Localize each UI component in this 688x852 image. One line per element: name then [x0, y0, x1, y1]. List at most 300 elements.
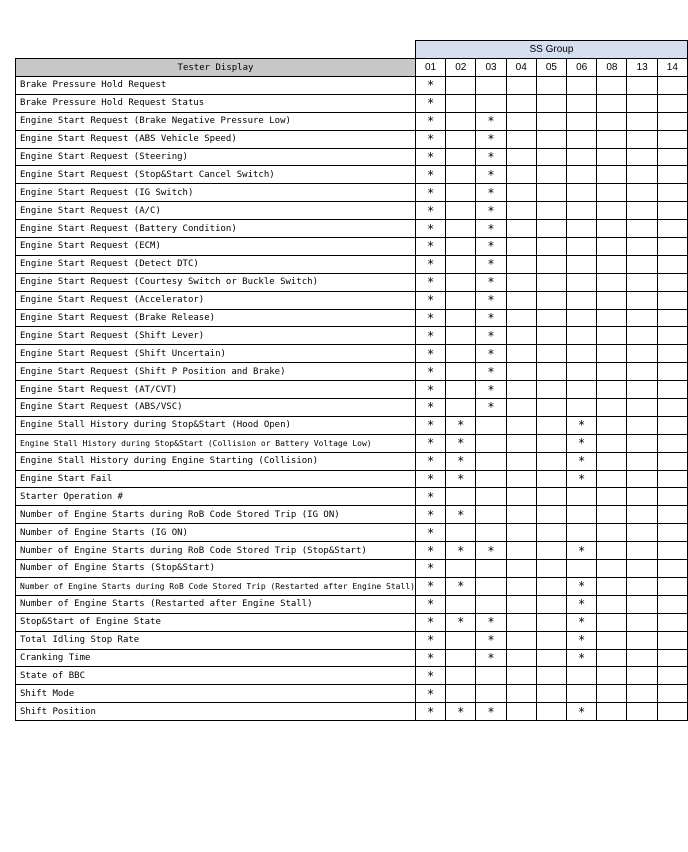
mark-cell-02 — [446, 148, 476, 166]
table-row — [16, 184, 688, 202]
mark-cell-14 — [657, 363, 687, 381]
mark-cell-02 — [446, 291, 476, 309]
mark-cell-08 — [597, 524, 627, 542]
table-row — [16, 291, 688, 309]
mark-cell-06: * — [567, 470, 597, 488]
mark-cell-13 — [627, 577, 657, 595]
mark-cell-06 — [567, 77, 597, 95]
mark-cell-01: * — [415, 577, 445, 595]
mark-cell-08 — [597, 506, 627, 524]
mark-cell-03: * — [476, 613, 506, 631]
row-label: Brake Pressure Hold Request Status — [16, 94, 416, 112]
mark-cell-04 — [506, 166, 536, 184]
mark-cell-14 — [657, 452, 687, 470]
mark-cell-02 — [446, 631, 476, 649]
mark-cell-04 — [506, 238, 536, 256]
code-header: 14 — [657, 59, 687, 77]
table-row — [16, 363, 688, 381]
mark-cell-02 — [446, 130, 476, 148]
mark-cell-05 — [536, 77, 566, 95]
mark-cell-04 — [506, 291, 536, 309]
mark-cell-06 — [567, 506, 597, 524]
mark-cell-03: * — [476, 309, 506, 327]
mark-cell-02 — [446, 309, 476, 327]
mark-cell-06 — [567, 166, 597, 184]
mark-cell-01: * — [415, 613, 445, 631]
mark-cell-14 — [657, 77, 687, 95]
mark-cell-03: * — [476, 255, 506, 273]
mark-cell-03: * — [476, 184, 506, 202]
mark-cell-01: * — [415, 524, 445, 542]
mark-cell-13 — [627, 363, 657, 381]
row-label: Engine Start Request (Shift Lever) — [16, 327, 416, 345]
mark-cell-13 — [627, 613, 657, 631]
mark-cell-06 — [567, 273, 597, 291]
table-row — [16, 220, 688, 238]
mark-cell-02 — [446, 345, 476, 363]
mark-cell-08 — [597, 631, 627, 649]
mark-cell-05 — [536, 577, 566, 595]
mark-cell-14 — [657, 291, 687, 309]
mark-cell-05 — [536, 703, 566, 721]
mark-cell-02: * — [446, 703, 476, 721]
row-label: Engine Start Request (Brake Release) — [16, 309, 416, 327]
table-row — [16, 649, 688, 667]
mark-cell-01: * — [415, 595, 445, 613]
mark-cell-05 — [536, 220, 566, 238]
mark-cell-03: * — [476, 649, 506, 667]
mark-cell-08 — [597, 130, 627, 148]
mark-cell-05 — [536, 560, 566, 578]
mark-cell-03 — [476, 77, 506, 95]
mark-cell-01: * — [415, 202, 445, 220]
mark-cell-03 — [476, 577, 506, 595]
mark-cell-01: * — [415, 327, 445, 345]
mark-cell-04 — [506, 148, 536, 166]
mark-cell-02: * — [446, 416, 476, 434]
mark-cell-01: * — [415, 488, 445, 506]
mark-cell-01: * — [415, 470, 445, 488]
table-row — [16, 452, 688, 470]
mark-cell-08 — [597, 613, 627, 631]
mark-cell-13 — [627, 112, 657, 130]
code-header: 13 — [627, 59, 657, 77]
mark-cell-13 — [627, 220, 657, 238]
table-body — [16, 77, 688, 721]
row-label: Engine Stall History during Stop&Start (Hood Open) — [16, 416, 416, 434]
mark-cell-05 — [536, 667, 566, 685]
mark-cell-03: * — [476, 703, 506, 721]
mark-cell-13 — [627, 381, 657, 399]
table-row — [16, 94, 688, 112]
mark-cell-08 — [597, 667, 627, 685]
mark-cell-08 — [597, 703, 627, 721]
mark-cell-05 — [536, 649, 566, 667]
table-row — [16, 77, 688, 95]
mark-cell-03: * — [476, 166, 506, 184]
mark-cell-01: * — [415, 560, 445, 578]
mark-cell-08 — [597, 577, 627, 595]
mark-cell-04 — [506, 649, 536, 667]
mark-cell-08 — [597, 184, 627, 202]
mark-cell-05 — [536, 542, 566, 560]
mark-cell-03 — [476, 94, 506, 112]
table-row — [16, 577, 688, 595]
mark-cell-13 — [627, 94, 657, 112]
mark-cell-04 — [506, 470, 536, 488]
mark-cell-08 — [597, 273, 627, 291]
mark-cell-02 — [446, 77, 476, 95]
mark-cell-05 — [536, 166, 566, 184]
mark-cell-13 — [627, 703, 657, 721]
mark-cell-02 — [446, 202, 476, 220]
mark-cell-03 — [476, 524, 506, 542]
mark-cell-14 — [657, 327, 687, 345]
row-label: Engine Start Request (IG Switch) — [16, 184, 416, 202]
mark-cell-02 — [446, 667, 476, 685]
row-label: Total Idling Stop Rate — [16, 631, 416, 649]
mark-cell-13 — [627, 685, 657, 703]
mark-cell-06 — [567, 345, 597, 363]
mark-cell-04 — [506, 255, 536, 273]
mark-cell-03: * — [476, 130, 506, 148]
mark-cell-05 — [536, 238, 566, 256]
mark-cell-03 — [476, 667, 506, 685]
mark-cell-08 — [597, 399, 627, 417]
table-row — [16, 166, 688, 184]
mark-cell-01: * — [415, 381, 445, 399]
mark-cell-14 — [657, 345, 687, 363]
mark-cell-06 — [567, 560, 597, 578]
mark-cell-03: * — [476, 238, 506, 256]
mark-cell-03: * — [476, 542, 506, 560]
mark-cell-08 — [597, 560, 627, 578]
mark-cell-04 — [506, 524, 536, 542]
mark-cell-13 — [627, 470, 657, 488]
mark-cell-02 — [446, 166, 476, 184]
mark-cell-14 — [657, 488, 687, 506]
mark-cell-03: * — [476, 363, 506, 381]
mark-cell-14 — [657, 685, 687, 703]
mark-cell-06 — [567, 488, 597, 506]
row-label: Engine Stall History during Engine Starting (Collision) — [16, 452, 416, 470]
mark-cell-14 — [657, 166, 687, 184]
mark-cell-08 — [597, 166, 627, 184]
mark-cell-06 — [567, 327, 597, 345]
mark-cell-03: * — [476, 399, 506, 417]
header-spacer — [16, 41, 416, 59]
mark-cell-05 — [536, 506, 566, 524]
mark-cell-03: * — [476, 381, 506, 399]
mark-cell-06: * — [567, 577, 597, 595]
mark-cell-04 — [506, 577, 536, 595]
mark-cell-02 — [446, 184, 476, 202]
mark-cell-13 — [627, 184, 657, 202]
table-row — [16, 381, 688, 399]
row-label: Shift Position — [16, 703, 416, 721]
mark-cell-01: * — [415, 703, 445, 721]
mark-cell-08 — [597, 148, 627, 166]
mark-cell-05 — [536, 381, 566, 399]
mark-cell-08 — [597, 220, 627, 238]
mark-cell-01: * — [415, 416, 445, 434]
mark-cell-04 — [506, 434, 536, 452]
table-row — [16, 345, 688, 363]
mark-cell-01: * — [415, 506, 445, 524]
mark-cell-01: * — [415, 649, 445, 667]
mark-cell-04 — [506, 77, 536, 95]
row-label: Engine Start Request (Stop&Start Cancel Switch) — [16, 166, 416, 184]
mark-cell-04 — [506, 202, 536, 220]
row-label: Engine Start Request (Brake Negative Pressure Low) — [16, 112, 416, 130]
mark-cell-02 — [446, 363, 476, 381]
mark-cell-08 — [597, 542, 627, 560]
table-row — [16, 470, 688, 488]
mark-cell-06: * — [567, 649, 597, 667]
mark-cell-06 — [567, 363, 597, 381]
mark-cell-02 — [446, 94, 476, 112]
mark-cell-08 — [597, 77, 627, 95]
mark-cell-01: * — [415, 631, 445, 649]
mark-cell-02 — [446, 238, 476, 256]
row-label: Brake Pressure Hold Request — [16, 77, 416, 95]
mark-cell-14 — [657, 94, 687, 112]
mark-cell-06 — [567, 309, 597, 327]
table-row — [16, 703, 688, 721]
mark-cell-06 — [567, 685, 597, 703]
table-row — [16, 560, 688, 578]
row-label: Number of Engine Starts during RoB Code Stored Trip (IG ON) — [16, 506, 416, 524]
mark-cell-06 — [567, 130, 597, 148]
mark-cell-03 — [476, 560, 506, 578]
mark-cell-05 — [536, 416, 566, 434]
mark-cell-14 — [657, 524, 687, 542]
mark-cell-01: * — [415, 434, 445, 452]
row-label: Engine Start Request (Shift P Position and Brake) — [16, 363, 416, 381]
mark-cell-04 — [506, 613, 536, 631]
mark-cell-04 — [506, 452, 536, 470]
mark-cell-04 — [506, 488, 536, 506]
mark-cell-06 — [567, 255, 597, 273]
mark-cell-04 — [506, 685, 536, 703]
mark-cell-05 — [536, 94, 566, 112]
row-label: Engine Stall History during Stop&Start (Collision or Battery Voltage Low) — [16, 434, 416, 452]
mark-cell-02 — [446, 273, 476, 291]
mark-cell-13 — [627, 399, 657, 417]
table-row — [16, 399, 688, 417]
mark-cell-13 — [627, 434, 657, 452]
mark-cell-02 — [446, 399, 476, 417]
mark-cell-13 — [627, 255, 657, 273]
table-row — [16, 309, 688, 327]
mark-cell-08 — [597, 649, 627, 667]
mark-cell-03: * — [476, 220, 506, 238]
table-row — [16, 595, 688, 613]
mark-cell-02 — [446, 255, 476, 273]
mark-cell-08 — [597, 452, 627, 470]
row-label: Number of Engine Starts during RoB Code Stored Trip (Stop&Start) — [16, 542, 416, 560]
mark-cell-05 — [536, 452, 566, 470]
tester-display-header: Tester Display — [16, 59, 416, 77]
mark-cell-01: * — [415, 399, 445, 417]
row-label: Engine Start Request (ABS/VSC) — [16, 399, 416, 417]
tester-display-table — [15, 40, 688, 721]
table-row — [16, 667, 688, 685]
mark-cell-03 — [476, 488, 506, 506]
mark-cell-02 — [446, 220, 476, 238]
code-header: 06 — [567, 59, 597, 77]
mark-cell-04 — [506, 345, 536, 363]
mark-cell-05 — [536, 613, 566, 631]
mark-cell-04 — [506, 381, 536, 399]
mark-cell-08 — [597, 238, 627, 256]
mark-cell-13 — [627, 667, 657, 685]
row-label: Engine Start Request (Courtesy Switch or Buckle Switch) — [16, 273, 416, 291]
code-header: 02 — [446, 59, 476, 77]
mark-cell-14 — [657, 542, 687, 560]
mark-cell-01: * — [415, 345, 445, 363]
mark-cell-14 — [657, 577, 687, 595]
mark-cell-04 — [506, 363, 536, 381]
mark-cell-13 — [627, 273, 657, 291]
mark-cell-02: * — [446, 542, 476, 560]
mark-cell-06 — [567, 524, 597, 542]
mark-cell-06: * — [567, 613, 597, 631]
mark-cell-06 — [567, 184, 597, 202]
row-label: Engine Start Request (Accelerator) — [16, 291, 416, 309]
mark-cell-05 — [536, 112, 566, 130]
mark-cell-04 — [506, 130, 536, 148]
mark-cell-01: * — [415, 452, 445, 470]
mark-cell-13 — [627, 148, 657, 166]
mark-cell-03 — [476, 685, 506, 703]
mark-cell-06 — [567, 148, 597, 166]
table-row — [16, 255, 688, 273]
mark-cell-13 — [627, 506, 657, 524]
mark-cell-06 — [567, 112, 597, 130]
mark-cell-04 — [506, 560, 536, 578]
mark-cell-06: * — [567, 542, 597, 560]
table-row — [16, 542, 688, 560]
mark-cell-08 — [597, 488, 627, 506]
mark-cell-08 — [597, 345, 627, 363]
mark-cell-03 — [476, 416, 506, 434]
mark-cell-03 — [476, 470, 506, 488]
mark-cell-05 — [536, 488, 566, 506]
mark-cell-05 — [536, 148, 566, 166]
table-row — [16, 524, 688, 542]
mark-cell-02 — [446, 560, 476, 578]
column-header-row — [16, 59, 688, 77]
mark-cell-02 — [446, 327, 476, 345]
mark-cell-13 — [627, 524, 657, 542]
row-label: Engine Start Request (ABS Vehicle Speed) — [16, 130, 416, 148]
mark-cell-08 — [597, 685, 627, 703]
mark-cell-14 — [657, 470, 687, 488]
mark-cell-04 — [506, 220, 536, 238]
mark-cell-01: * — [415, 166, 445, 184]
mark-cell-02 — [446, 595, 476, 613]
mark-cell-14 — [657, 399, 687, 417]
mark-cell-04 — [506, 94, 536, 112]
mark-cell-08 — [597, 327, 627, 345]
mark-cell-06 — [567, 291, 597, 309]
row-label: Engine Start Request (AT/CVT) — [16, 381, 416, 399]
mark-cell-05 — [536, 130, 566, 148]
mark-cell-13 — [627, 631, 657, 649]
mark-cell-04 — [506, 273, 536, 291]
mark-cell-05 — [536, 202, 566, 220]
row-label: Engine Start Fail — [16, 470, 416, 488]
row-label: Cranking Time — [16, 649, 416, 667]
mark-cell-04 — [506, 667, 536, 685]
mark-cell-06: * — [567, 595, 597, 613]
mark-cell-14 — [657, 273, 687, 291]
mark-cell-04 — [506, 184, 536, 202]
mark-cell-04 — [506, 631, 536, 649]
mark-cell-03 — [476, 595, 506, 613]
mark-cell-13 — [627, 649, 657, 667]
row-label: Engine Start Request (Detect DTC) — [16, 255, 416, 273]
mark-cell-01: * — [415, 130, 445, 148]
mark-cell-08 — [597, 291, 627, 309]
mark-cell-04 — [506, 399, 536, 417]
mark-cell-05 — [536, 291, 566, 309]
table-row — [16, 488, 688, 506]
code-header: 01 — [415, 59, 445, 77]
table-row — [16, 416, 688, 434]
mark-cell-06 — [567, 381, 597, 399]
mark-cell-13 — [627, 77, 657, 95]
mark-cell-03 — [476, 506, 506, 524]
mark-cell-14 — [657, 130, 687, 148]
row-label: Engine Start Request (ECM) — [16, 238, 416, 256]
mark-cell-05 — [536, 470, 566, 488]
mark-cell-14 — [657, 416, 687, 434]
mark-cell-06: * — [567, 416, 597, 434]
mark-cell-14 — [657, 506, 687, 524]
mark-cell-01: * — [415, 542, 445, 560]
mark-cell-03: * — [476, 345, 506, 363]
mark-cell-08 — [597, 255, 627, 273]
mark-cell-06 — [567, 667, 597, 685]
mark-cell-13 — [627, 166, 657, 184]
mark-cell-13 — [627, 291, 657, 309]
mark-cell-05 — [536, 309, 566, 327]
mark-cell-08 — [597, 595, 627, 613]
mark-cell-14 — [657, 667, 687, 685]
row-label: Stop&Start of Engine State — [16, 613, 416, 631]
row-label: Shift Mode — [16, 685, 416, 703]
mark-cell-01: * — [415, 309, 445, 327]
mark-cell-03: * — [476, 631, 506, 649]
mark-cell-02 — [446, 685, 476, 703]
mark-cell-02 — [446, 488, 476, 506]
mark-cell-06 — [567, 202, 597, 220]
mark-cell-13 — [627, 542, 657, 560]
table-row — [16, 685, 688, 703]
mark-cell-03 — [476, 434, 506, 452]
mark-cell-14 — [657, 238, 687, 256]
mark-cell-06: * — [567, 452, 597, 470]
mark-cell-05 — [536, 595, 566, 613]
mark-cell-08 — [597, 363, 627, 381]
row-label: Number of Engine Starts during RoB Code Stored Trip (Restarted after Engine Stall) — [16, 577, 416, 595]
mark-cell-03 — [476, 452, 506, 470]
mark-cell-04 — [506, 506, 536, 524]
mark-cell-14 — [657, 112, 687, 130]
mark-cell-01: * — [415, 363, 445, 381]
